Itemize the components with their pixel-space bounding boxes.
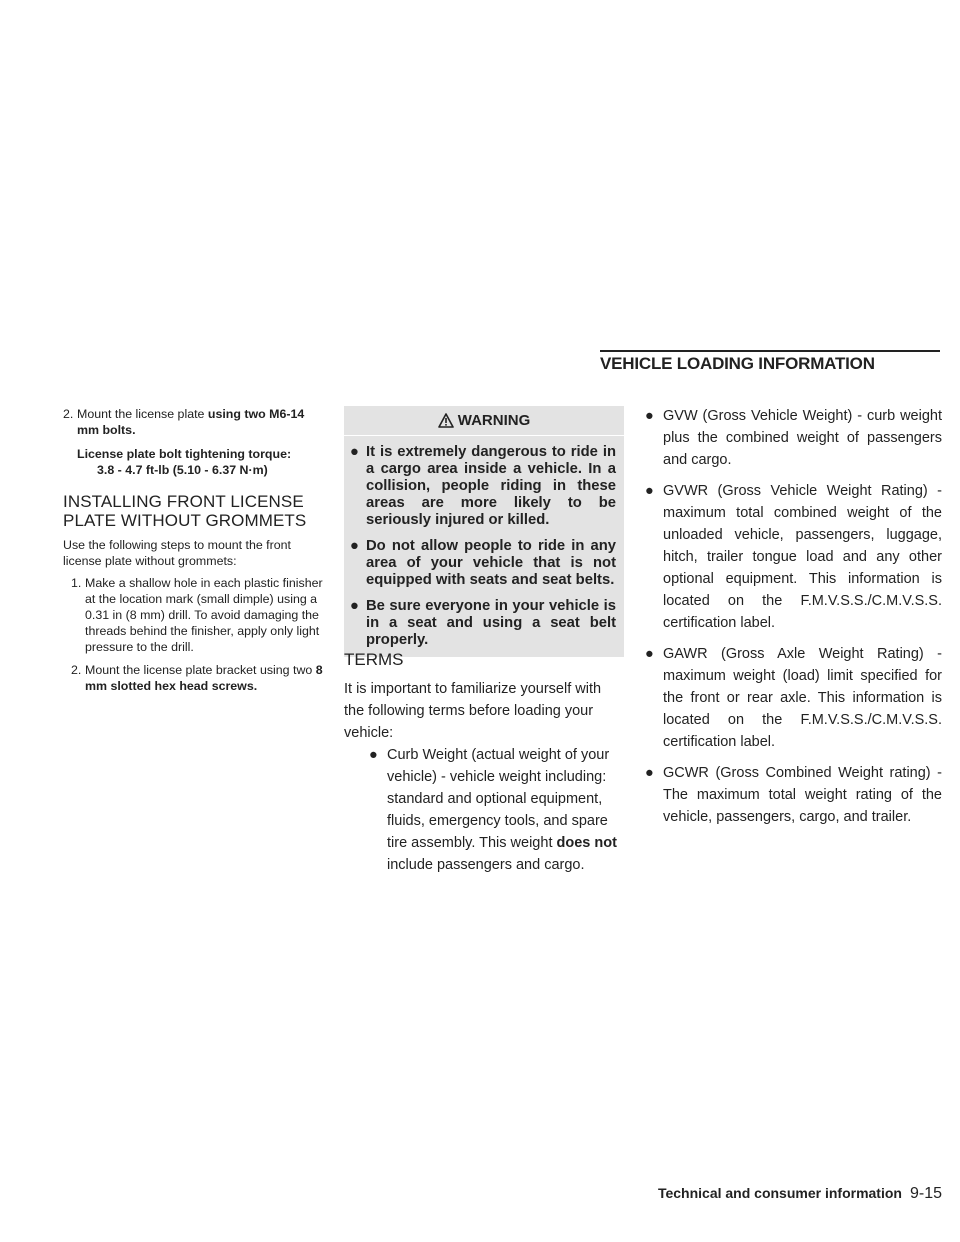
step-number: 2. bbox=[71, 663, 82, 677]
section-heading-text: VEHICLE LOADING INFORMATION bbox=[600, 354, 875, 373]
bullet: ● bbox=[350, 444, 359, 460]
installing-steps bbox=[63, 575, 325, 694]
step-text bbox=[85, 662, 325, 694]
torque-label: License plate bolt tightening torque: bbox=[77, 447, 292, 461]
torque-value: 3.8 - 4.7 ft-lb (5.10 - 6.37 N·m) bbox=[97, 463, 268, 477]
warning-list bbox=[344, 436, 624, 657]
term-definition: GVWR (Gross Vehicle Weight Rating) - maximum total combined weight of the unloaded vehicle, passengers, luggage, hitch, trailer tongue load and any other optional equipment. This information is located on the F.M.V.S.S./C.M.V.S.S. certification label. bbox=[663, 483, 942, 631]
warning-title bbox=[344, 406, 624, 436]
list-item bbox=[645, 762, 942, 828]
step-text-plain: Mount the license plate bbox=[77, 407, 208, 421]
bullet: ● bbox=[645, 408, 654, 424]
step-text-bold: using two M6-14 mm bolts. bbox=[77, 407, 305, 437]
warning-title-text: WARNING bbox=[457, 412, 531, 429]
terms-section bbox=[344, 650, 624, 876]
step-number: 2. bbox=[63, 407, 74, 421]
bullet: ● bbox=[369, 747, 378, 763]
terms-continued bbox=[645, 405, 942, 837]
step-text-bold: 8 mm slotted hex head screws. bbox=[85, 663, 323, 693]
list-item bbox=[369, 744, 624, 876]
step-text bbox=[77, 406, 325, 438]
list-item bbox=[350, 538, 616, 589]
warning-triangle-icon bbox=[438, 413, 454, 428]
terms-intro: It is important to familiarize yourself with the following terms before loading your vehicle: bbox=[344, 681, 602, 741]
term-definition: GVW (Gross Vehicle Weight) - curb weight plus the combined weight of passengers and cargo. bbox=[663, 408, 942, 468]
curb-text-a: Curb Weight (actual weight of your vehicle) - vehicle weight including: standard and optional equipment, fluids, emergency tools, and spare tire assembly. This weight bbox=[387, 747, 610, 851]
chapter-title: Technical and consumer information bbox=[657, 1185, 902, 1201]
bullet: ● bbox=[350, 598, 359, 614]
warning-item-text: Be sure everyone in your vehicle is in a seat and using a seat belt properly. bbox=[366, 598, 616, 648]
curb-weight-definition bbox=[387, 744, 624, 876]
warning-box bbox=[344, 406, 624, 657]
list-item bbox=[645, 405, 942, 471]
installing-intro: Use the following steps to mount the front license plate without grommets: bbox=[63, 538, 291, 568]
warning-item-text: Do not allow people to ride in any area of your vehicle that is not equipped with seats and seat belts. bbox=[366, 538, 616, 588]
term-definition: GCWR (Gross Combined Weight rating) - The maximum total weight rating of the vehicle, passengers, cargo, and trailer. bbox=[663, 765, 942, 825]
term-definition: GAWR (Gross Axle Weight Rating) - maximum weight (load) limit specified for the front or rear axle. This information is located on the F.M.V.S.S./C.M.V.S.S. certification label. bbox=[663, 646, 942, 750]
list-item bbox=[350, 444, 616, 529]
bullet: ● bbox=[350, 538, 359, 554]
step-2-mount-plate bbox=[63, 406, 325, 438]
step-text-plain: Mount the license plate bracket using two bbox=[85, 663, 316, 677]
list-item bbox=[645, 480, 942, 634]
list-item bbox=[645, 643, 942, 753]
warning-item-text: It is extremely dangerous to ride in a cargo area inside a vehicle. In a collision, people riding in these areas are more likely to be seriously injured or killed. bbox=[366, 444, 616, 528]
bullet: ● bbox=[645, 646, 654, 662]
list-item bbox=[350, 598, 616, 649]
step-number: 1. bbox=[71, 576, 82, 590]
list-item bbox=[63, 575, 325, 655]
step-text: Make a shallow hole in each plastic finisher at the location mark (small dimple) using a 0.31 in (8 mm) drill. To avoid damaging the threads behind the finisher, apply only light pressure to the drill. bbox=[85, 576, 323, 654]
curb-text-bold: does not bbox=[556, 835, 617, 851]
list-item bbox=[63, 662, 325, 694]
curb-text-b: include passengers and cargo. bbox=[387, 857, 585, 873]
page-number: 9-15 bbox=[909, 1185, 942, 1202]
installing-heading: INSTALLING FRONT LICENSE PLATE WITHOUT GROMMETS bbox=[63, 492, 307, 530]
terms-heading: TERMS bbox=[344, 650, 404, 669]
column-1 bbox=[63, 406, 325, 701]
bullet: ● bbox=[645, 483, 654, 499]
bullet: ● bbox=[645, 765, 654, 781]
page-footer bbox=[620, 1185, 942, 1203]
section-heading bbox=[600, 350, 940, 374]
